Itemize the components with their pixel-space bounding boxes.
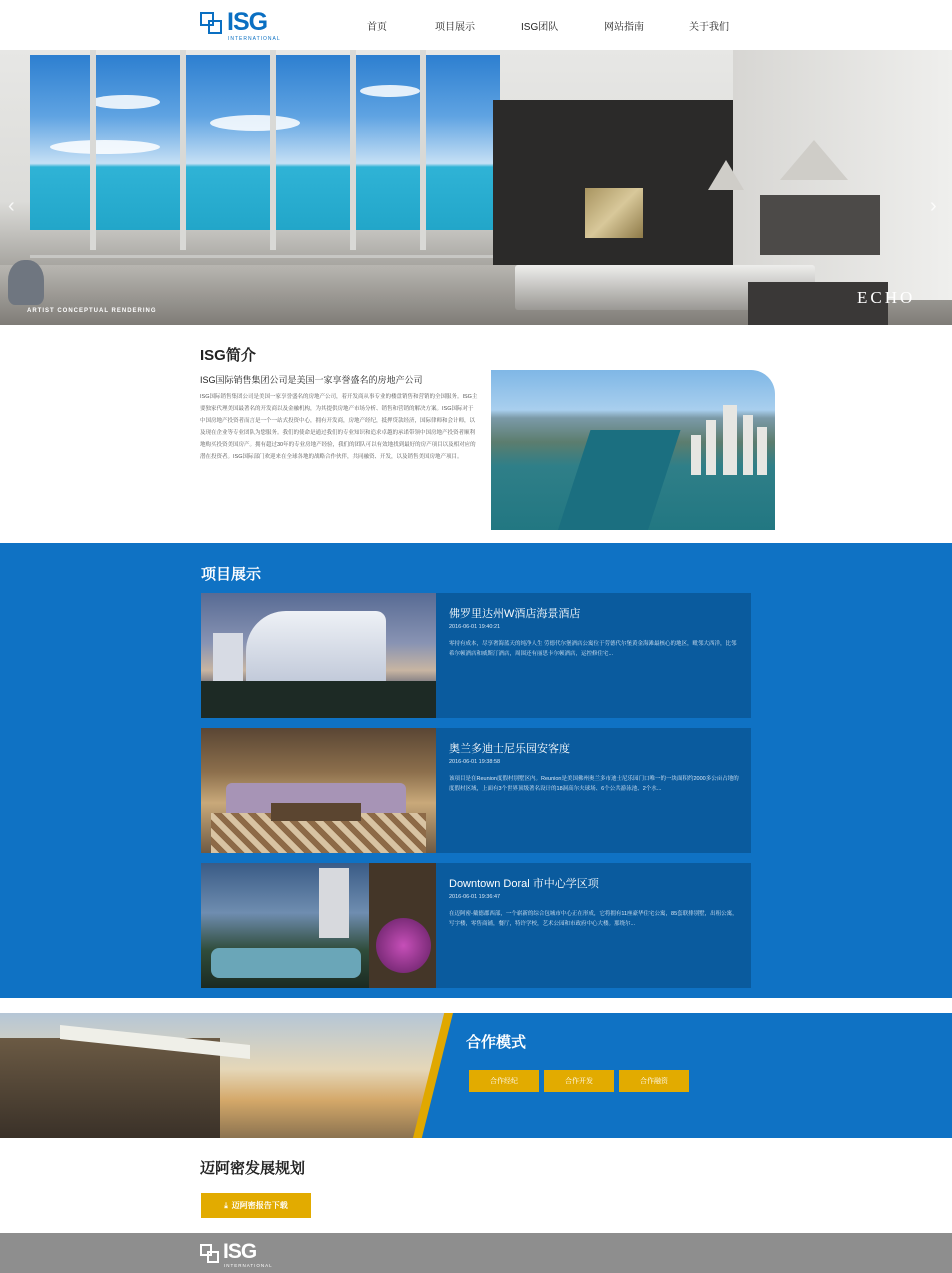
chevron-right-icon[interactable]: ›	[930, 195, 937, 217]
hero-headboard	[760, 195, 880, 255]
project-thumbnail[interactable]	[201, 593, 436, 718]
logo-squares-icon	[200, 1244, 220, 1264]
footer-logo-text: ISG	[223, 1240, 257, 1263]
coop-financing-button[interactable]: 合作融资	[619, 1070, 689, 1092]
project-date: 2016-06-01 19:38:58	[449, 759, 501, 765]
project-date: 2016-06-01 19:40:21	[449, 624, 501, 630]
project-desc: 该项目是在Reunion度假村别墅区内。Reunion是美国佛州奥兰多市迪士尼乐园门口唯一的一块面积约2000多公亩占地的度假村区域，上面有3个世界顶级著名设计的18洞高尔夫球场、6个公共游泳池、2个水...	[449, 776, 739, 792]
nav-projects[interactable]: 项目展示	[435, 22, 475, 33]
nav-home[interactable]: 首页	[367, 22, 387, 33]
project-desc: 在迈阿密-戴德郡西部，一个崭新的综合包城市中心正在形成，它将拥有11座豪华住宅公寓，85套联排别墅，出租公寓，写字楼，零售商铺，餐厅，特许学校，艺术公园和市政府中心大楼。那绕尔...	[449, 911, 738, 927]
project-title[interactable]: 奥兰多迪士尼乐园安客度	[449, 743, 570, 755]
intro-aerial-photo	[491, 370, 775, 530]
intro-subtitle: ISG国际销售集团公司是美国一家享誉盛名的房地产公司	[200, 375, 423, 385]
hero-wall-art	[585, 188, 643, 238]
projects-title: 项目展示	[201, 566, 262, 583]
project-card[interactable]	[201, 863, 751, 988]
project-thumbnail[interactable]	[201, 863, 436, 988]
project-card[interactable]	[201, 728, 751, 853]
hero-vase	[8, 260, 44, 305]
cooperation-section	[0, 1013, 952, 1138]
footer-logo[interactable]	[200, 1240, 273, 1271]
footer-logo-subtext: INTERNATIONAL	[224, 1263, 273, 1268]
download-label: 迈阿密报告下载	[231, 1201, 288, 1210]
nav-team[interactable]: ISG团队	[521, 22, 559, 33]
coop-brokerage-button[interactable]: 合作经纪	[469, 1070, 539, 1092]
project-date: 2016-06-01 19:36:47	[449, 894, 501, 900]
project-title[interactable]: 佛罗里达州W酒店海景酒店	[449, 608, 581, 620]
intro-title: ISG简介	[200, 347, 256, 364]
project-desc: 零持有成本，尽享奢海蓝天的纯净人生 劳德代尔堡酒店公寓位于劳德代尔堡黄金海滩最核心的地区，毗邻大西洋，比邻希尔顿酒店和威斯汀酒店，周围还有丽思卡尔顿酒店，运控修住宅...	[449, 641, 737, 657]
hero-banner	[0, 50, 952, 325]
project-title[interactable]: Downtown Doral 市中心学区项	[449, 878, 599, 890]
nav-guide[interactable]: 网站指南	[604, 22, 644, 33]
hero-window-view	[30, 55, 500, 230]
report-download-button[interactable]	[201, 1193, 311, 1218]
main-nav	[0, 18, 952, 34]
site-header	[0, 0, 952, 50]
logo-subtext: INTERNATIONAL	[228, 36, 281, 42]
hero-lamp	[780, 140, 848, 180]
coop-development-button[interactable]: 合作开发	[544, 1070, 614, 1092]
cooperation-photo	[0, 1013, 450, 1138]
chevron-left-icon[interactable]: ‹	[8, 195, 15, 217]
nav-about[interactable]: 关于我们	[689, 22, 729, 33]
hero-brand: ECHO	[857, 288, 916, 307]
hero-caption: ARTIST CONCEPTUAL RENDERING	[27, 308, 157, 314]
projects-section	[0, 543, 952, 998]
hero-lamp	[708, 160, 744, 190]
project-thumbnail[interactable]	[201, 728, 436, 853]
miami-title: 迈阿密发展规划	[200, 1160, 306, 1177]
site-footer	[0, 1233, 952, 1273]
project-card[interactable]	[201, 593, 751, 718]
download-icon: ⤓	[224, 1200, 228, 1210]
logo-text: ISG	[227, 8, 268, 36]
cooperation-title: 合作模式	[466, 1034, 527, 1051]
intro-body: ISG国际销售集团公司是美国一家享誉盛名的房地产公司，着开发商从事专业的楼盘销售和营销的全国服务。ISG主要独家代理美国最著名的开发商以及金融机构，为其提供房地产市场分析、销售和营销的解决方案。ISG国际对于中国房地产投资者而言是一个一站式投资中心，拥有开发商，房地产经纪，抵押贷款经济，国际律师和会计师，以及现在企业等专业团队为您服务。我们的使命是通过我们的专业知识和追求卓越的承诺带领中国房地产投资者顺利地购买投资美国房产。拥有超过30年的专业房地产经验，我们的团队可以有效地找到最好的房产项目以及相对应的潜在投资者。ISG国际部门欢迎来在全球各地的战略合作伙伴，共同融资、开发，以及销售美国房地产项目。	[200, 394, 478, 460]
hero-dark-wall	[493, 100, 733, 265]
